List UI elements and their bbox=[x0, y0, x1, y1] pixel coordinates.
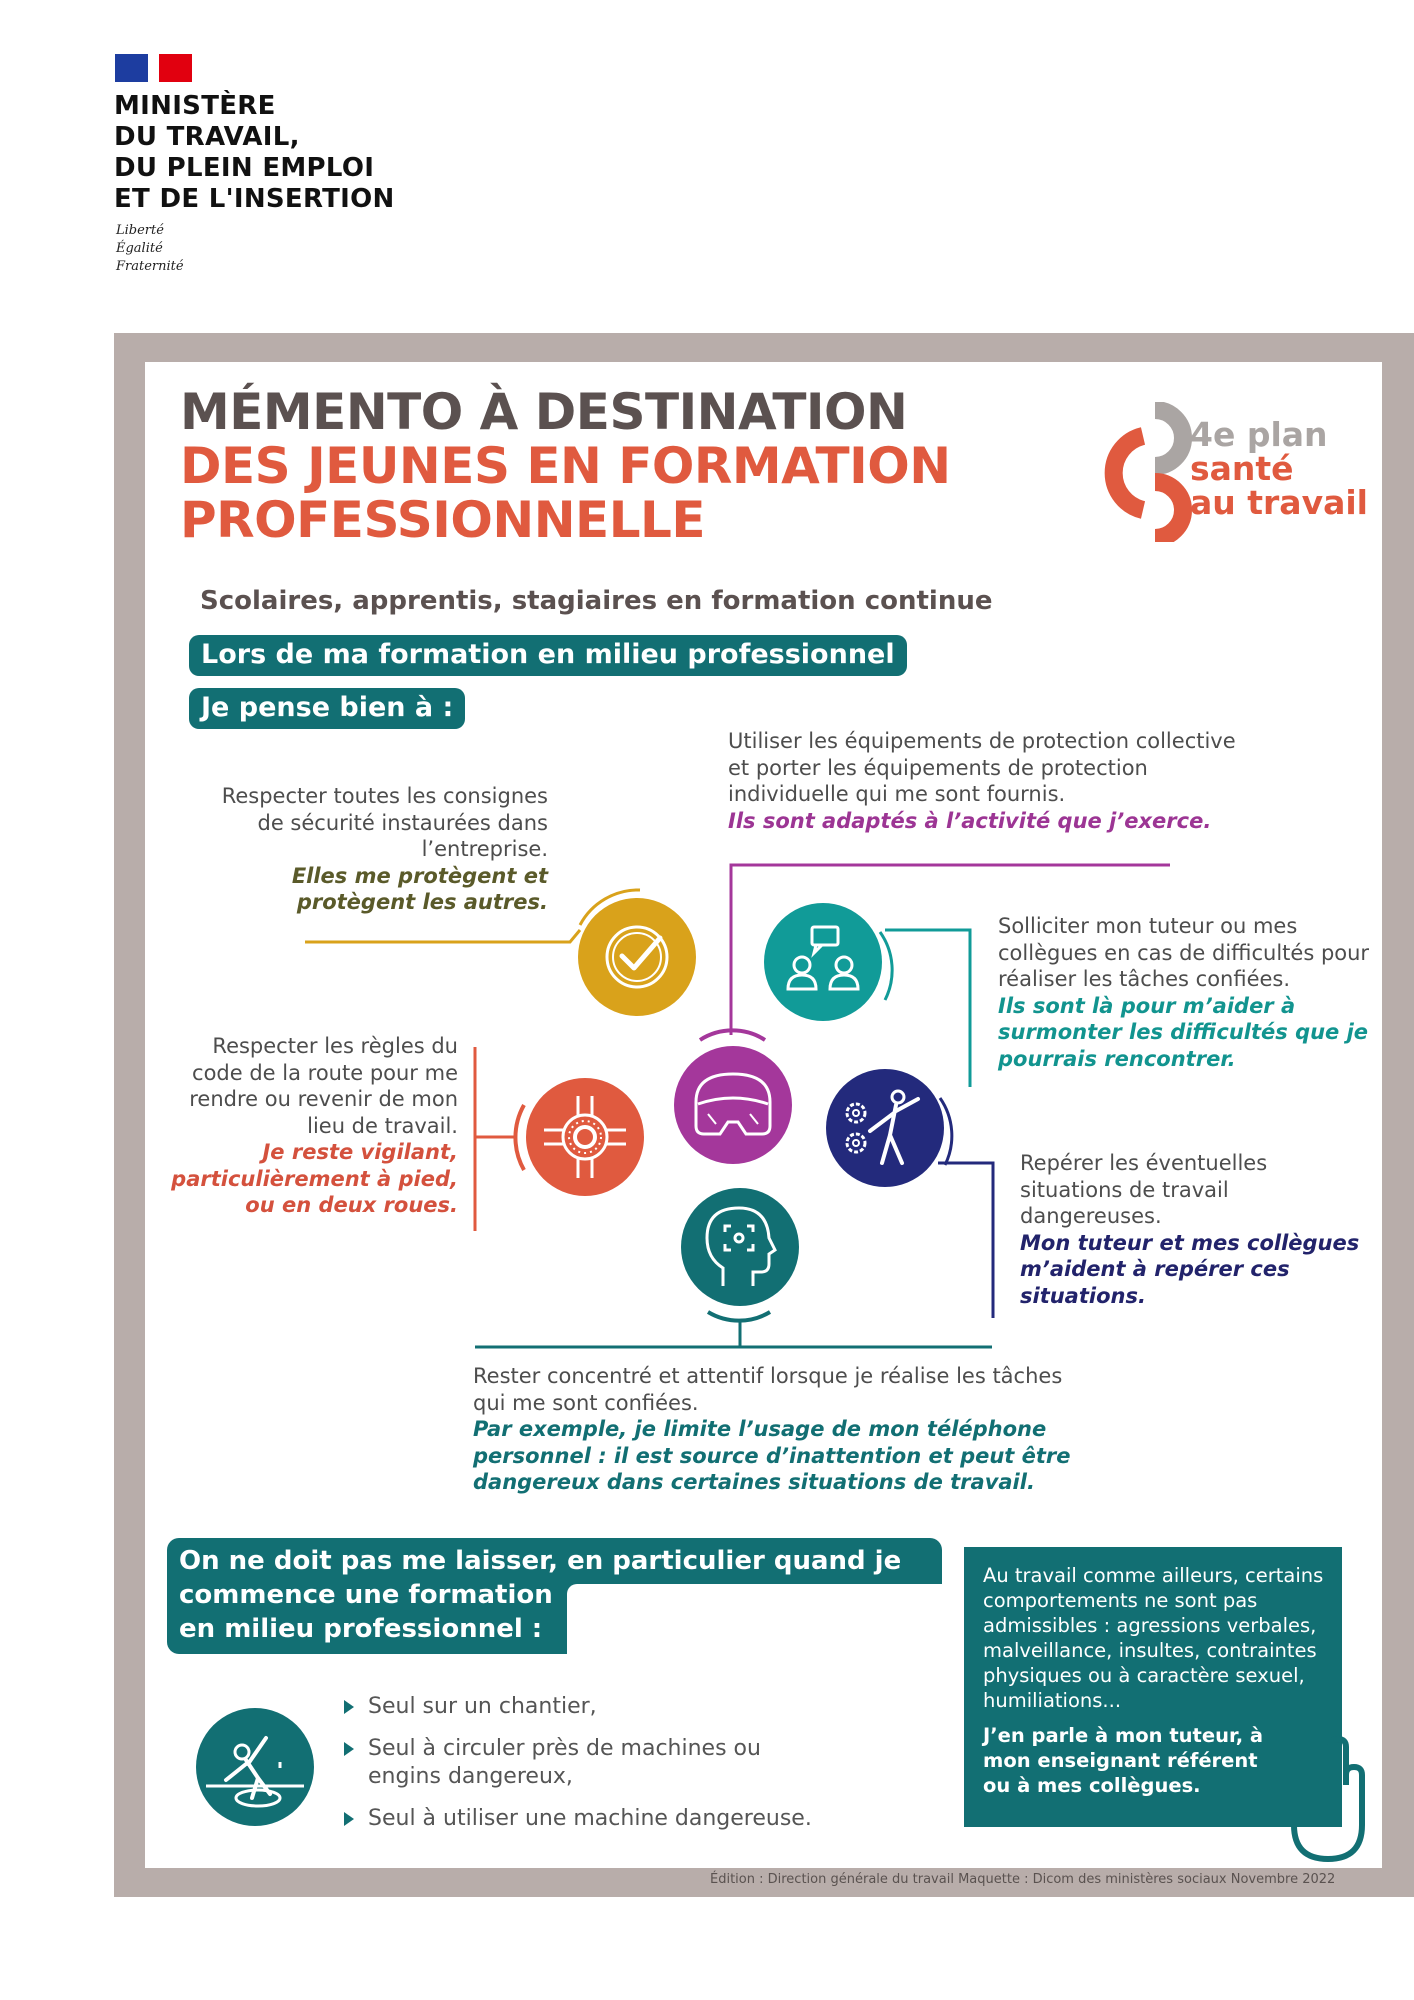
title-line-3: PROFESSIONNELLE bbox=[180, 491, 706, 549]
triangle-bullet-icon bbox=[344, 1812, 354, 1826]
harassment-callout bbox=[964, 1547, 1342, 1827]
item-emphasis: Mon tuteur et mes collègues m’aident à repérer ces situations. bbox=[1020, 1230, 1360, 1308]
safety-goggles-icon bbox=[674, 1046, 792, 1164]
ministry-line: MINISTÈRE bbox=[114, 91, 276, 121]
item-emphasis: Par exemple, je limite l’usage de mon téléphone personnel : il est source d’inattention et peut être dangereux dans certaines situations de travail. bbox=[473, 1417, 1071, 1494]
republic-motto bbox=[116, 222, 184, 276]
footer-credits: Édition : Direction générale du travail Maquette : Dicom des ministères sociaux Novembre 2022 bbox=[710, 1872, 1336, 1887]
item-text: Respecter les règles du code de la route pour me rendre ou revenir de mon lieu de travail. bbox=[189, 1034, 458, 1138]
item-text: Respecter toutes les consignes de sécurité instaurées dans l’entreprise. bbox=[221, 784, 548, 861]
ministry-name bbox=[114, 91, 395, 215]
list-item-text: Seul sur un chantier, bbox=[368, 1694, 597, 1719]
section-banner-seul bbox=[167, 1538, 942, 1654]
audience-subtitle: Scolaires, apprentis, stagiaires en formation continue bbox=[200, 586, 993, 616]
triangle-bullet-icon bbox=[344, 1700, 354, 1714]
item-emphasis: Je reste vigilant, particulièrement à pied, ou en deux roues. bbox=[171, 1140, 458, 1217]
item-text: Utiliser les équipements de protection collective et porter les équipements de protection individuelle qui me sont fournis. bbox=[728, 729, 1236, 806]
person-falling-in-hole-icon bbox=[196, 1708, 314, 1826]
item-danger bbox=[1020, 1150, 1360, 1309]
item-attention bbox=[473, 1363, 1073, 1496]
motto-egalite: Égalité bbox=[116, 241, 163, 256]
worker-near-gears-icon bbox=[826, 1069, 944, 1187]
plan-sante-travail-text bbox=[1190, 415, 1368, 522]
item-emphasis: Ils sont adaptés à l’activité que j’exerce. bbox=[728, 808, 1212, 833]
page-title bbox=[180, 385, 951, 547]
banner-line-2: commence une formation bbox=[179, 1580, 553, 1610]
callout-strong: J’en parle à mon tuteur, à mon enseignant référent ou à mes collègues. bbox=[983, 1724, 1264, 1797]
item-consignes bbox=[210, 783, 548, 916]
title-line-1: MÉMENTO À DESTINATION bbox=[180, 383, 908, 441]
item-tuteur bbox=[998, 913, 1378, 1072]
list-item bbox=[340, 1693, 812, 1721]
section-banner-formation: Lors de ma formation en milieu professionnel bbox=[189, 635, 907, 676]
list-item-text: Seul à utiliser une machine dangereuse. bbox=[368, 1806, 812, 1831]
bullet-list bbox=[340, 1693, 812, 1847]
item-text: Rester concentré et attentif lorsque je réalise les tâches qui me sont confiées. bbox=[473, 1364, 1063, 1415]
item-text: Solliciter mon tuteur ou mes collègues en cas de difficultés pour réaliser les tâches confiées. bbox=[998, 914, 1370, 991]
plan-line-2: santé bbox=[1190, 449, 1294, 488]
plan-line-3: au travail bbox=[1190, 483, 1368, 522]
checkmark-circle-icon bbox=[578, 898, 696, 1016]
title-line-2: DES JEUNES EN FORMATION bbox=[180, 437, 951, 495]
roundabout-road-icon bbox=[526, 1078, 644, 1196]
list-item bbox=[340, 1805, 812, 1833]
item-protection bbox=[728, 728, 1248, 834]
ministry-line: DU PLEIN EMPLOI bbox=[114, 153, 375, 183]
two-people-chat-icon bbox=[764, 903, 882, 1021]
banner-line-1: On ne doit pas me laisser, en particulier quand je bbox=[179, 1546, 902, 1576]
motto-fraternite: Fraternité bbox=[116, 259, 184, 274]
section-banner-je-pense: Je pense bien à : bbox=[189, 688, 465, 729]
item-route bbox=[160, 1033, 458, 1219]
focused-head-icon bbox=[681, 1188, 799, 1306]
item-emphasis: Ils sont là pour m’aider à surmonter les difficultés que je pourrais rencontrer. bbox=[998, 993, 1369, 1071]
plan-line-1: 4e plan bbox=[1190, 415, 1328, 454]
item-text: Repérer les éventuelles situations de travail dangereuses. bbox=[1020, 1151, 1268, 1228]
callout-text: Au travail comme ailleurs, certains comportements ne sont pas admissibles : agressions verbales, malveillance, insultes, contraintes physiques ou à caractère sexuel, humiliations... bbox=[983, 1564, 1324, 1712]
marianne-flag-icon bbox=[115, 54, 192, 82]
list-item-text: Seul à circuler près de machines ou engins dangereux, bbox=[368, 1736, 761, 1789]
list-item bbox=[340, 1735, 780, 1791]
ministry-line: ET DE L'INSERTION bbox=[114, 184, 395, 214]
item-emphasis: Elles me protègent et protègent les autres. bbox=[291, 863, 548, 914]
motto-liberte: Liberté bbox=[116, 223, 164, 238]
banner-line-3: en milieu professionnel : bbox=[179, 1614, 543, 1644]
raised-hand-icon bbox=[1288, 1735, 1388, 1865]
triangle-bullet-icon bbox=[344, 1742, 354, 1756]
ministry-line: DU TRAVAIL, bbox=[114, 122, 300, 152]
